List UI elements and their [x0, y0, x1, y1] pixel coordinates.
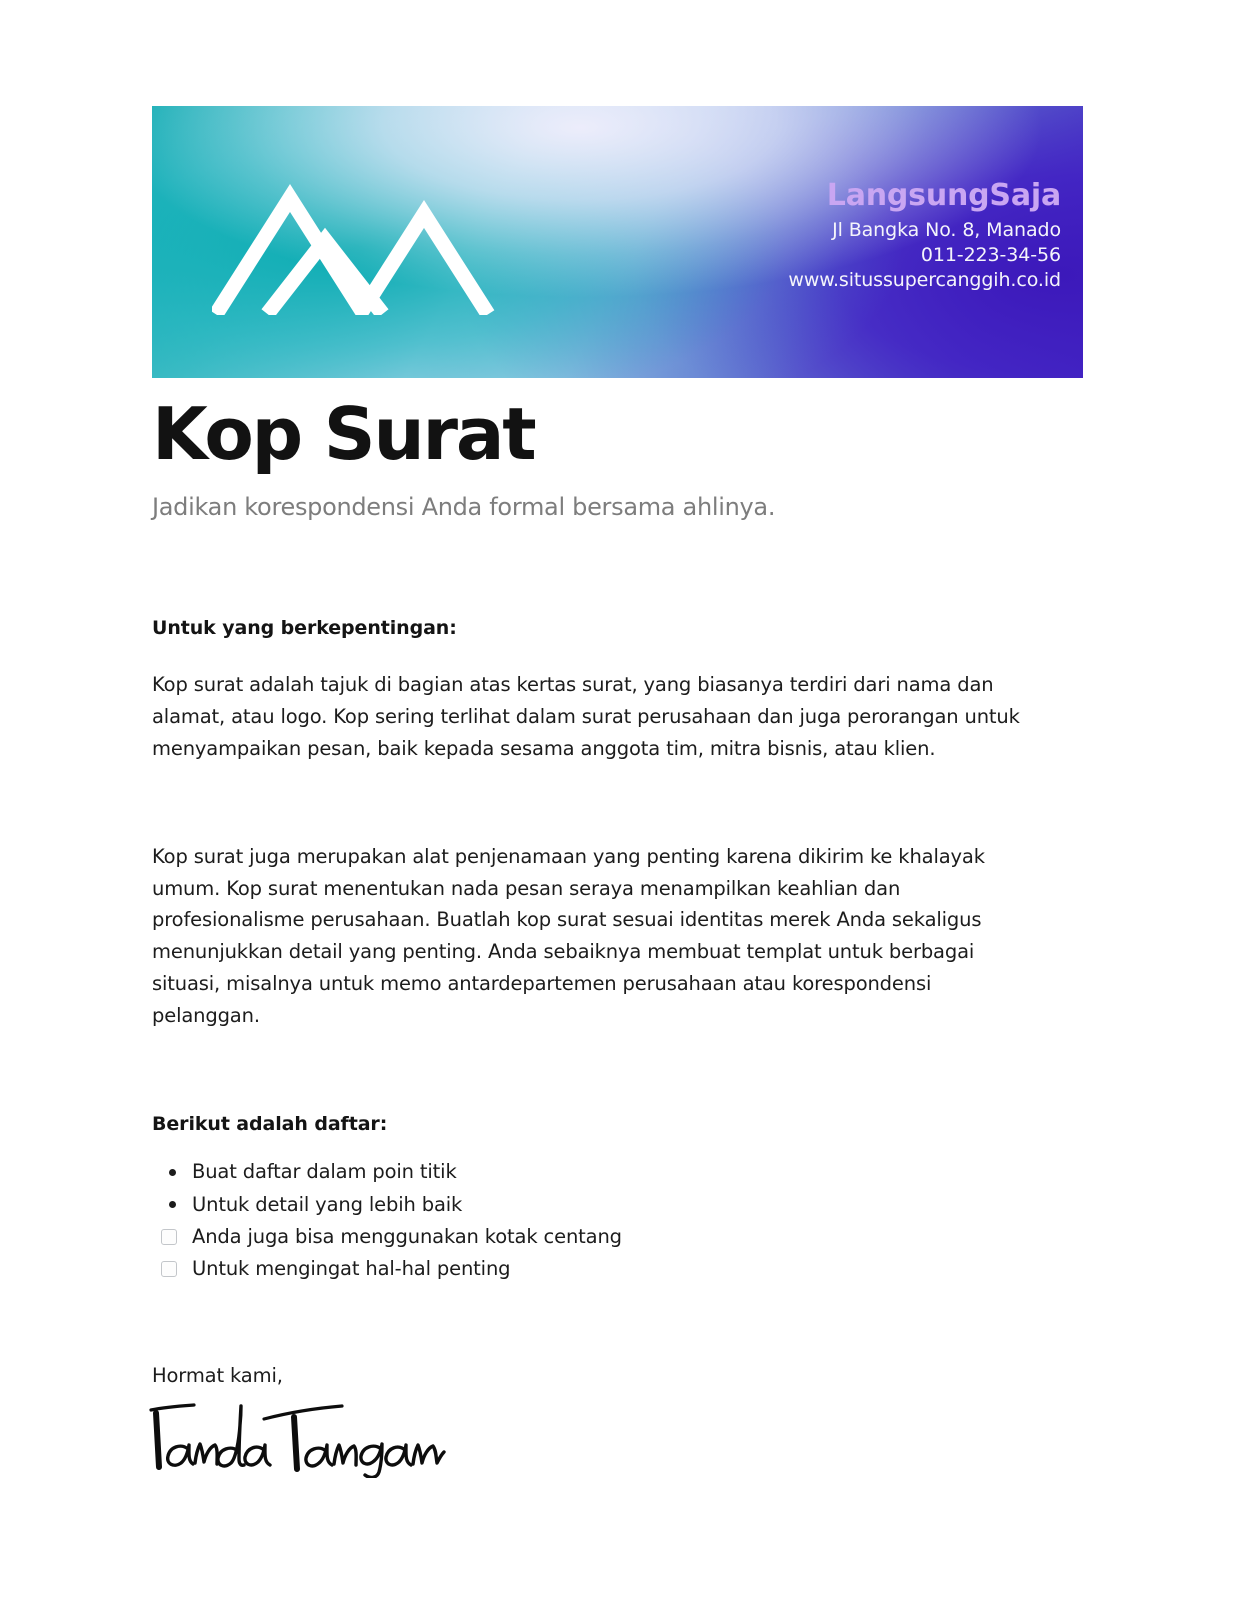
brand-phone: 011-223-34-56: [920, 244, 1061, 266]
list-heading: Berikut adalah daftar:: [152, 1113, 388, 1136]
checkbox-icon[interactable]: [152, 1261, 192, 1277]
signature-icon: [148, 1393, 448, 1478]
list-item: [152, 1254, 1083, 1284]
list-item-label: Anda juga bisa menggunakan kotak centang: [192, 1224, 622, 1248]
list-item-label: Buat daftar dalam poin titik: [192, 1160, 457, 1184]
item-list: [152, 1157, 1083, 1284]
body-paragraph-one: Kop surat adalah tajuk di bagian atas kertas surat, yang biasanya terdiri dari nama dan alamat, atau logo. Kop sering terlihat dalam surat perusahaan dan juga perorangan untuk menyampaikan pesan, baik kepada sesama anggota tim, mitra bisnis, atau klien.: [152, 673, 1020, 760]
checkbox-icon[interactable]: [152, 1229, 192, 1245]
closing-line: Hormat kami,: [152, 1364, 283, 1388]
bullet-icon: [152, 1201, 192, 1208]
bullet-icon: [152, 1169, 192, 1176]
brand-name: LangsungSaja: [826, 178, 1061, 213]
letterhead-banner: [152, 106, 1083, 378]
list-item: [152, 1222, 1083, 1252]
mountain-peaks-icon: [212, 170, 522, 315]
page-title: Kop Surat: [152, 392, 535, 476]
list-item: [152, 1190, 1083, 1220]
body-paragraph-two: Kop surat juga merupakan alat penjenamaan yang penting karena dikirim ke khalayak umum. Kop surat menentukan nada pesan seraya menampilkan keahlian dan profesionalisme perusahaan. Buatlah kop surat sesuai identitas merek Anda sekaligus menunjukkan detail yang penting. Anda sebaiknya membuat templat untuk berbagai situasi, misalnya untuk memo antardepartemen perusahaan atau korespondensi pelanggan.: [152, 844, 985, 1027]
document-body: [152, 392, 1083, 1478]
brand-website: www.situssupercanggih.co.id: [788, 269, 1061, 291]
list-item-label: Untuk mengingat hal-hal penting: [192, 1257, 511, 1281]
salutation: Untuk yang berkepentingan:: [152, 617, 457, 640]
brand-address: Jl Bangka No. 8, Manado: [832, 219, 1061, 241]
page-subtitle: Jadikan korespondensi Anda formal bersama ahlinya.: [152, 493, 776, 522]
list-item: [152, 1157, 1083, 1187]
letterhead-contact-block: [788, 178, 1061, 291]
list-item-label: Untuk detail yang lebih baik: [192, 1192, 463, 1216]
